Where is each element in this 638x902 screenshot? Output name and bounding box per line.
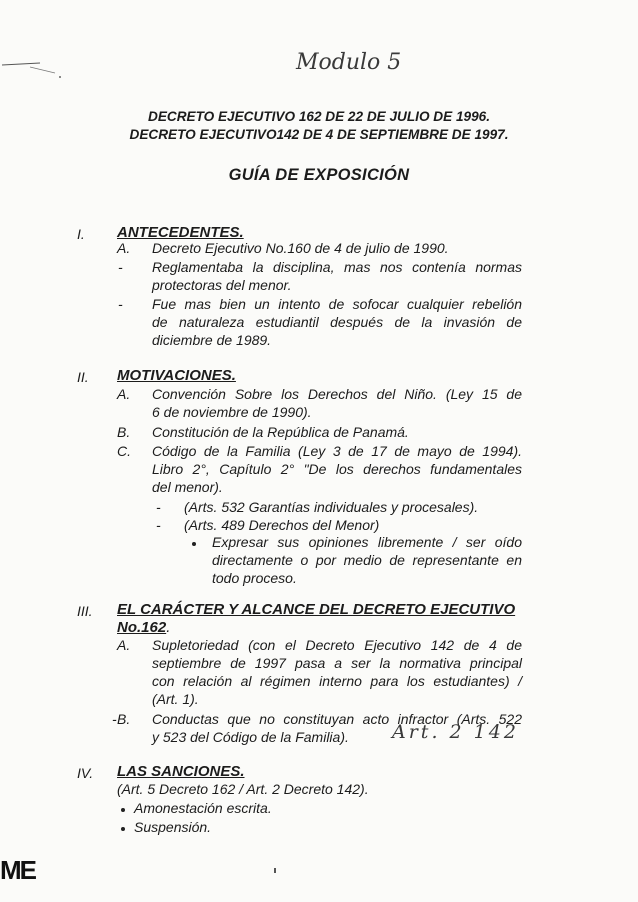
s3-a-line-3: con relación al régimen interno para los estudiantes) / <box>152 673 522 689</box>
handwritten-modulo: Modulo 5 <box>296 50 402 75</box>
s3-a-line-1: Supletoriedad (con el Decreto Ejecutivo 142 de 4 de <box>152 637 522 653</box>
scan-speck <box>274 868 276 873</box>
s2-sub-dash-1: - <box>156 499 161 515</box>
section-3-number: III. <box>77 603 93 619</box>
bullet-dot <box>121 808 125 812</box>
scan-mark <box>0 55 70 85</box>
s2-c-line-1: Código de la Familia (Ley 3 de 17 de mayo de 1994). <box>152 443 522 459</box>
s1-d2-line-1: Fue mas bien un intento de sofocar cualquier rebelión <box>152 296 522 312</box>
section-3-heading-no: No.162 <box>117 619 167 636</box>
s2-bullet-line-1: Expresar sus opiniones libremente / ser oído <box>212 534 522 550</box>
s3-a-line-2: septiembre de 1997 pasa a ser la normativa principal <box>152 655 522 671</box>
s1-a-label: A. <box>117 240 131 256</box>
section-1-number: I. <box>77 226 85 242</box>
s3-a-line-4: (Art. 1). <box>152 691 199 707</box>
s3-a-label: A. <box>117 637 131 653</box>
s2-sub-2: (Arts. 489 Derechos del Menor) <box>184 517 380 533</box>
s1-d2-line-2: de naturaleza estudiantil después de la invasión de <box>152 314 522 330</box>
section-1-heading: ANTECEDENTES. <box>117 224 244 241</box>
section-3-heading-line-1: EL CARÁCTER Y ALCANCE DEL DECRETO EJECUTIVO <box>117 601 516 618</box>
section-4-number: IV. <box>77 765 94 781</box>
s3-b-line-1: Conductas que no constituyan acto infractor (Arts. 522 <box>152 711 522 727</box>
section-2-number: II. <box>77 369 89 385</box>
s1-d2-line-3: diciembre de 1989. <box>152 332 272 348</box>
s2-a-line-2: 6 de noviembre de 1990). <box>152 404 312 420</box>
handwritten-art-note: Art. 2 142 <box>392 721 519 743</box>
s4-bullet-2: Suspensión. <box>134 819 212 835</box>
s3-b-mark: - <box>112 711 117 727</box>
s2-c-line-2: Libro 2°, Capítulo 2° "De los derechos fundamentales <box>152 461 522 477</box>
bullet-dot <box>192 542 196 546</box>
s2-b-label: B. <box>117 424 131 440</box>
s2-bullet-line-2: directamente o por medio de representante en <box>212 552 522 568</box>
s2-a-label: A. <box>117 386 131 402</box>
s2-a-line-1: Convención Sobre los Derechos del Niño. (Ley 15 de <box>152 386 522 402</box>
section-3-heading-period: . <box>166 619 171 636</box>
s1-dash-2: - <box>118 296 123 312</box>
section-2-heading: MOTIVACIONES. <box>117 367 236 384</box>
s4-bullet-1: Amonestación escrita. <box>134 800 272 816</box>
page-title: GUÍA DE EXPOSICIÓN <box>228 166 410 184</box>
s1-dash-1: - <box>118 259 123 275</box>
bullet-dot <box>121 827 125 831</box>
s2-bullet-line-3: todo proceso. <box>212 570 297 586</box>
s1-a-text: Decreto Ejecutivo No.160 de 4 de julio de 1990. <box>152 240 449 256</box>
header-line-1: DECRETO EJECUTIVO 162 DE 22 DE JULIO DE 1996. <box>148 109 490 124</box>
s1-d1-line-1: Reglamentaba la disciplina, mas nos contenía normas <box>152 259 522 275</box>
s3-b-label: B. <box>117 711 131 727</box>
s4-line-1: (Art. 5 Decreto 162 / Art. 2 Decreto 142). <box>117 781 369 797</box>
s2-sub-dash-2: - <box>156 517 161 533</box>
s3-b-line-2: y 523 del Código de la Familia). <box>152 729 349 745</box>
footer-logo: ME <box>0 855 35 885</box>
s2-c-label: C. <box>117 443 131 459</box>
s2-c-line-3: del menor). <box>152 479 223 495</box>
section-4-heading: LAS SANCIONES. <box>117 763 245 780</box>
section-3-heading-line-2 <box>117 619 170 636</box>
header-line-2: DECRETO EJECUTIVO142 DE 4 DE SEPTIEMBRE DE 1997. <box>129 127 509 142</box>
s1-d1-line-2: protectoras del menor. <box>152 277 292 293</box>
s2-b-text: Constitución de la República de Panamá. <box>152 424 409 440</box>
s2-sub-1: (Arts. 532 Garantías individuales y procesales). <box>184 499 479 515</box>
